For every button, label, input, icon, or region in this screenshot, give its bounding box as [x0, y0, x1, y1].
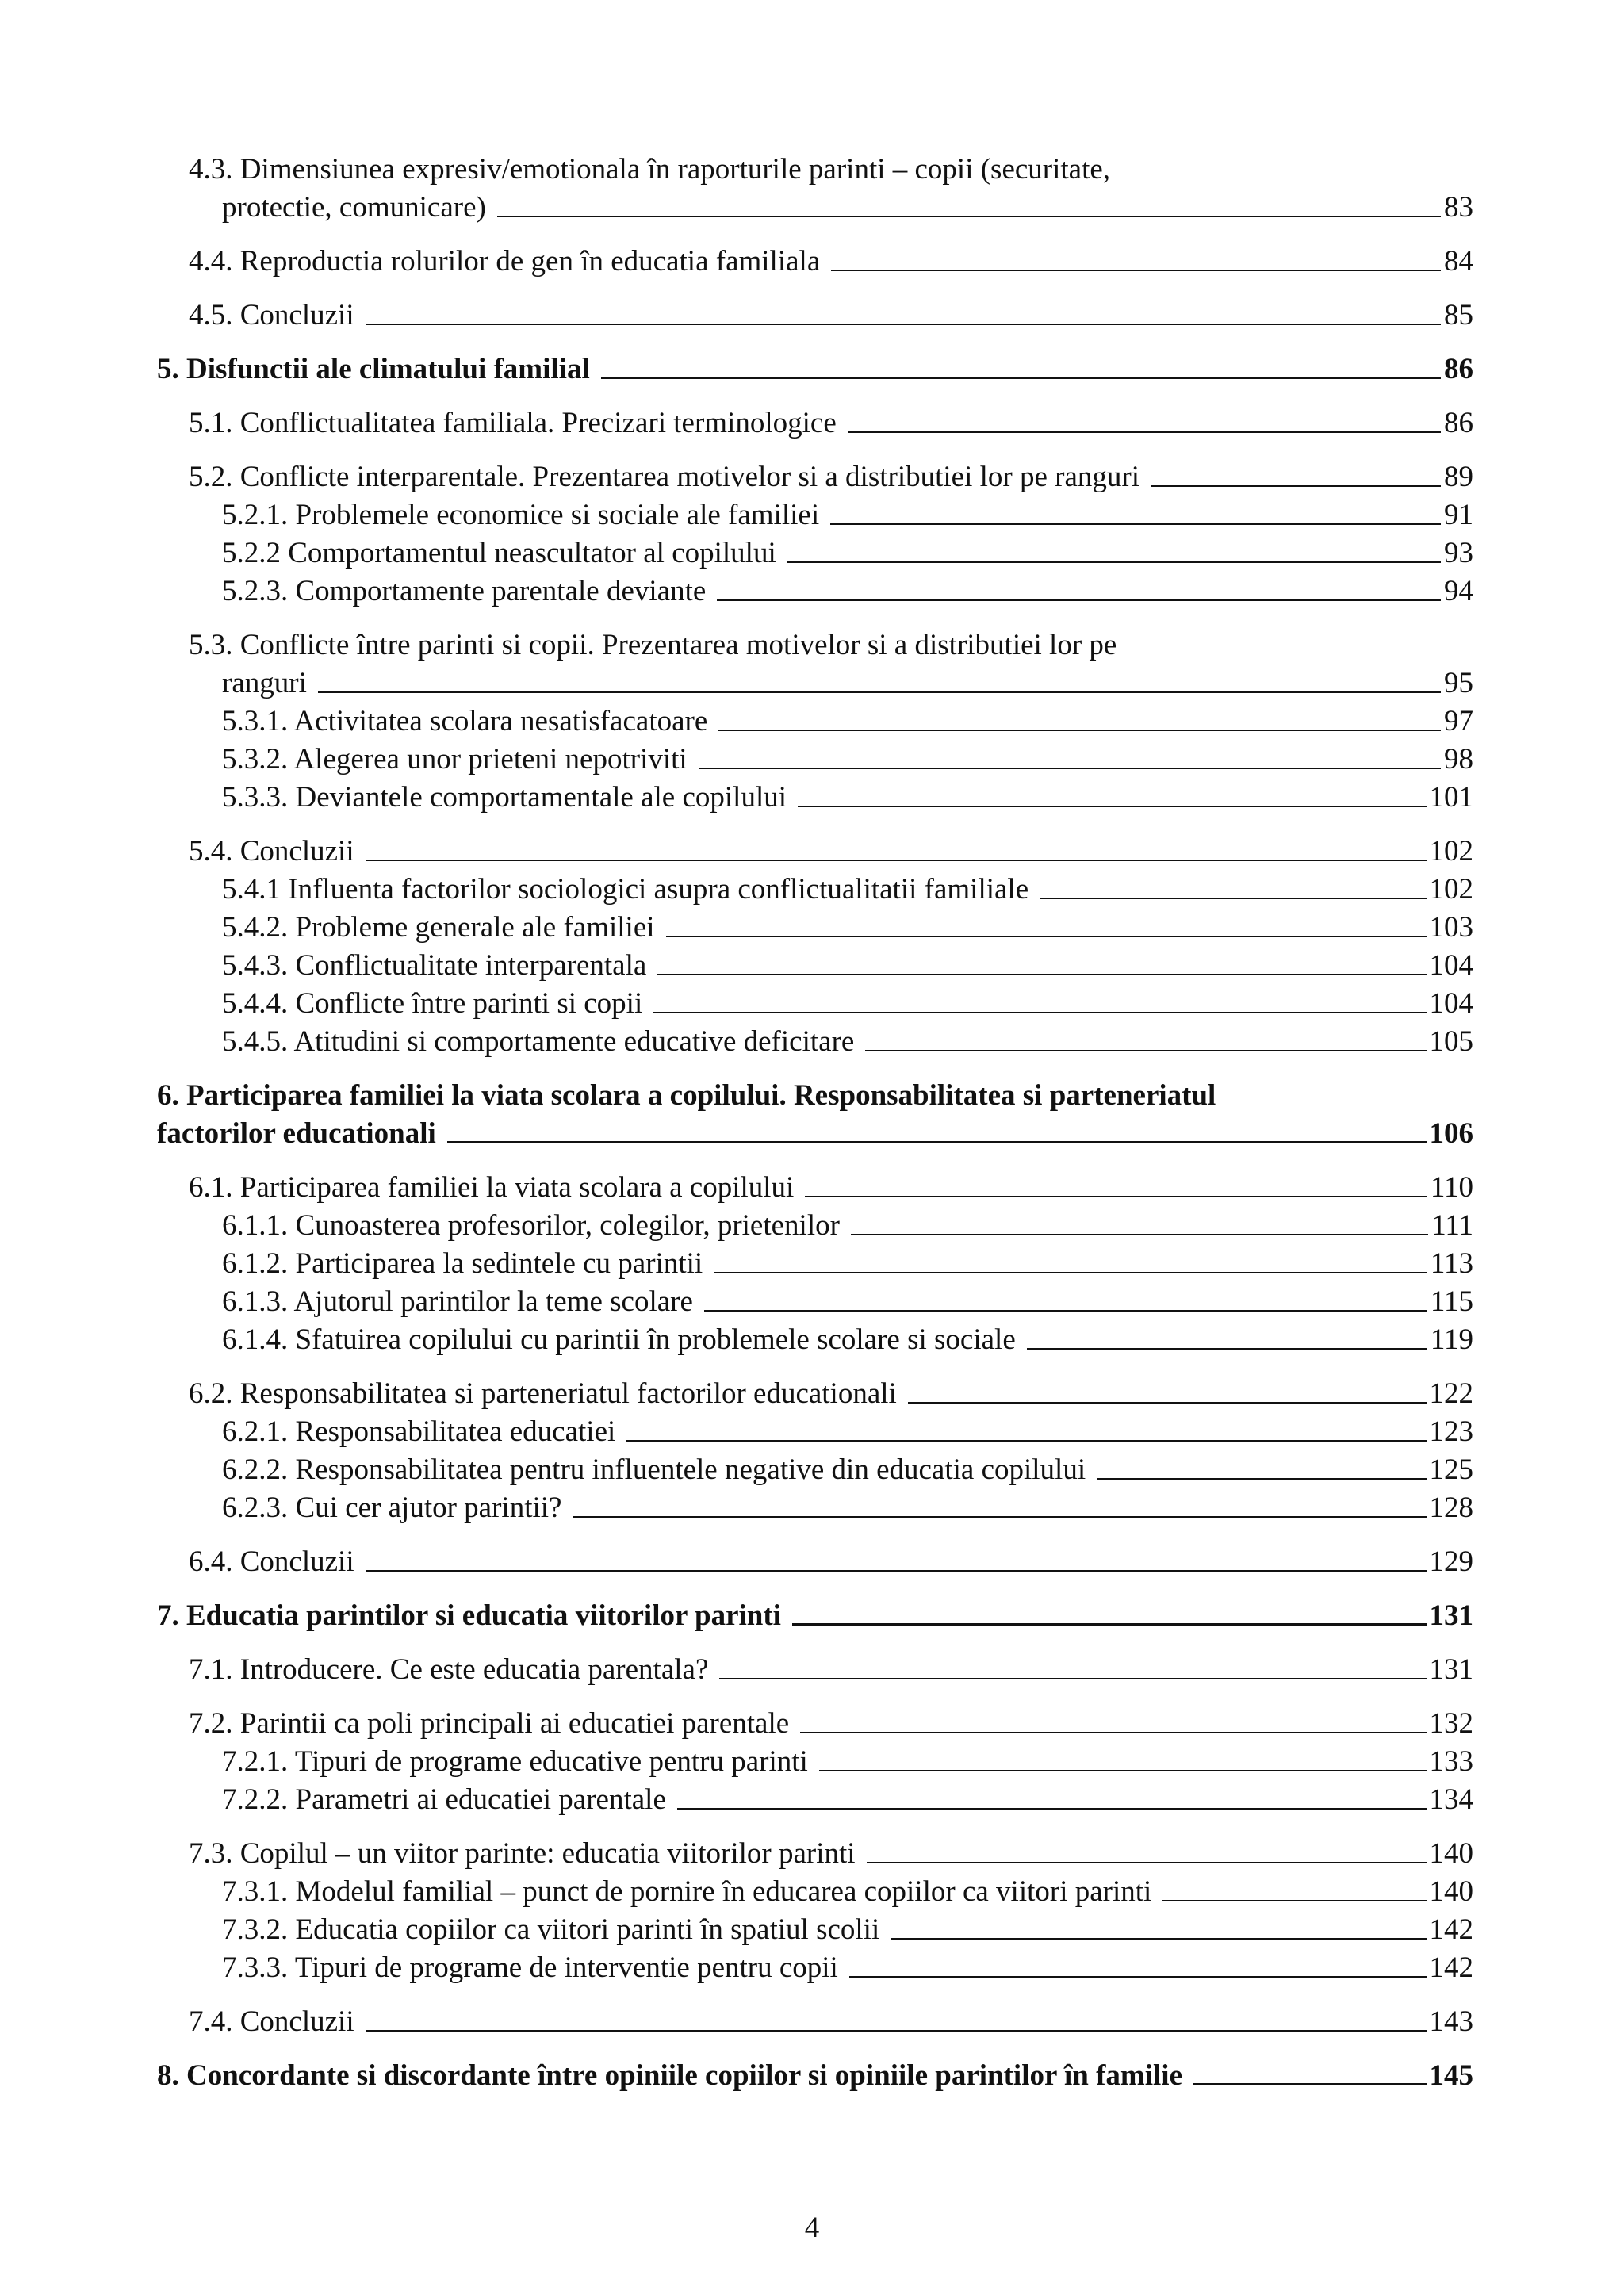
toc-entry[interactable]: [157, 1023, 1473, 1061]
toc-entry[interactable]: [157, 297, 1473, 335]
toc-leader-line: [848, 431, 1441, 433]
toc-leader-line: [447, 1141, 1427, 1143]
toc-page-number: 95: [1444, 667, 1473, 699]
toc-leader-line: [851, 1234, 1428, 1235]
toc-entry[interactable]: [157, 1705, 1473, 1743]
toc-entry[interactable]: [157, 1911, 1473, 1949]
toc-entry-title: 5.4.4. Conflicte între parinti si copii: [222, 987, 643, 1020]
toc-entry[interactable]: [157, 243, 1473, 281]
toc-entry[interactable]: [157, 1283, 1473, 1321]
toc-entry-title: 7.3.1. Modelul familial – punct de pornire în educarea copiilor ca viitori parinti: [222, 1875, 1152, 1908]
toc-leader-line: [717, 599, 1441, 601]
toc-leader-line: [908, 1402, 1427, 1404]
toc-leader-line: [1193, 2083, 1427, 2085]
toc-leader-line: [699, 768, 1441, 769]
toc-entry-title: 7.1. Introducere. Ce este educatia parentala?: [189, 1653, 709, 1686]
toc-page-number: 143: [1429, 2005, 1473, 2038]
toc-entry-title-line: 5.3. Conflicte între parinti si copii. Prezentarea motivelor si a distributiei lor pe: [189, 629, 1117, 661]
toc-page-number: 85: [1444, 299, 1473, 331]
toc-entry-title: 5.4.5. Atitudini si comportamente educative deficitare: [222, 1025, 855, 1058]
toc-leader-line: [792, 1623, 1427, 1626]
toc-entry[interactable]: [157, 1375, 1473, 1413]
toc-entry[interactable]: [157, 1651, 1473, 1689]
toc-entry-title: 6.1.2. Participarea la sedintele cu parintii: [222, 1247, 703, 1280]
toc-page-number: 128: [1429, 1492, 1473, 1524]
toc-page-number: 86: [1444, 407, 1473, 439]
toc-entry-title: ranguri: [222, 667, 307, 699]
toc-entry-title: 7.2. Parintii ca poli principali ai educatiei parentale: [189, 1707, 790, 1740]
toc-leader-line: [1151, 485, 1441, 487]
toc-leader-line: [787, 561, 1441, 563]
toc-leader-line: [704, 1310, 1427, 1312]
toc-leader-line: [798, 806, 1427, 807]
toc-page-number: 98: [1444, 743, 1473, 776]
toc-entry-title: 5.2. Conflicte interparentale. Prezentarea motivelor si a distributiei lor pe ranguri: [189, 461, 1139, 493]
toc-leader-line: [1162, 1900, 1426, 1901]
toc-page-number: 125: [1429, 1453, 1473, 1486]
toc-leader-line: [830, 523, 1441, 525]
toc-entry-title: 6.1.4. Sfatuirea copilului cu parintii în problemele scolare si sociale: [222, 1323, 1016, 1356]
toc-entry[interactable]: [157, 947, 1473, 985]
toc-entry-title: 5.2.1. Problemele economice si sociale ale familiei: [222, 499, 820, 531]
toc-page-number: 93: [1444, 537, 1473, 569]
toc-page-number: 145: [1429, 2059, 1473, 2092]
toc-page-number: 129: [1429, 1545, 1473, 1578]
toc-page-number: 140: [1429, 1837, 1473, 1870]
toc-leader-line: [849, 1976, 1427, 1978]
toc-entry-title: 5.1. Conflictualitatea familiala. Precizari terminologice: [189, 407, 837, 439]
toc-entry[interactable]: [157, 1743, 1473, 1781]
toc-entry-title: factorilor educationali: [157, 1117, 436, 1150]
toc-leader-line: [1097, 1478, 1426, 1480]
toc-leader-line: [891, 1938, 1426, 1940]
toc-entry-title: 7.3.3. Tipuri de programe de interventie pentru copii: [222, 1951, 838, 1984]
toc-entry[interactable]: [157, 1949, 1473, 1987]
toc-entry-title: 5.4. Concluzii: [189, 835, 354, 867]
toc-page-number: 91: [1444, 499, 1473, 531]
toc-entry-title: 5.4.2. Probleme generale ale familiei: [222, 911, 655, 944]
toc-entry-title: 4.5. Concluzii: [189, 299, 354, 331]
toc-entry[interactable]: [157, 626, 1473, 703]
toc-page-number: 83: [1444, 191, 1473, 224]
toc-page-number: 104: [1429, 987, 1473, 1020]
toc-page-number: 140: [1429, 1875, 1473, 1908]
toc-chapter-entry[interactable]: [157, 350, 1473, 389]
toc-leader-line: [366, 2030, 1427, 2032]
toc-leader-line: [366, 860, 1427, 861]
toc-page-number: 134: [1429, 1783, 1473, 1816]
toc-entry[interactable]: [157, 1835, 1473, 1873]
toc-leader-line: [318, 691, 1441, 693]
toc-entry-title: 6.1.1. Cunoasterea profesorilor, colegilor, prietenilor: [222, 1209, 840, 1242]
toc-page-number: 97: [1444, 705, 1473, 737]
toc-entry-title: 6.1. Participarea familiei la viata scolara a copilului: [189, 1171, 795, 1204]
toc-chapter-entry[interactable]: [157, 2057, 1473, 2095]
toc-entry[interactable]: [157, 496, 1473, 534]
toc-entry-title: 5. Disfunctii ale climatului familial: [157, 353, 590, 385]
toc-leader-line: [601, 377, 1441, 379]
toc-entry-title: 8. Concordante si discordante între opiniile copiilor si opiniile parintilor în familie: [157, 2059, 1182, 2092]
toc-leader-line: [819, 1770, 1427, 1771]
toc-page-number: 101: [1429, 781, 1473, 814]
toc-leader-line: [1027, 1348, 1427, 1350]
toc-leader-line: [1040, 898, 1426, 899]
toc-page-number: 111: [1431, 1209, 1473, 1242]
toc-page-number: 105: [1429, 1025, 1473, 1058]
toc-entry[interactable]: [157, 871, 1473, 909]
toc-page-number: 132: [1429, 1707, 1473, 1740]
toc-entry-title: 7.2.1. Tipuri de programe educative pentru parinti: [222, 1745, 808, 1778]
toc-page-number: 94: [1444, 575, 1473, 607]
toc-entry[interactable]: [157, 1245, 1473, 1283]
toc-leader-line: [805, 1196, 1427, 1197]
toc-entry-title: 5.2.2 Comportamentul neascultator al copilului: [222, 537, 776, 569]
toc-entry-title: 5.3.2. Alegerea unor prieteni nepotriviti: [222, 743, 688, 776]
toc-entry-title: 6.2.2. Responsabilitatea pentru influentele negative din educatia copilului: [222, 1453, 1086, 1486]
toc-page-number: 131: [1429, 1599, 1473, 1632]
toc-leader-line: [831, 270, 1441, 271]
toc-entry-title: 7.4. Concluzii: [189, 2005, 354, 2038]
toc-leader-line: [626, 1440, 1426, 1442]
toc-leader-line: [714, 1272, 1427, 1273]
toc-page-number: 113: [1430, 1247, 1473, 1280]
toc-entry[interactable]: [157, 985, 1473, 1023]
toc-entry[interactable]: [157, 1169, 1473, 1207]
toc-entry-title: 7. Educatia parintilor si educatia viitorilor parinti: [157, 1599, 781, 1632]
toc-page-number: 86: [1444, 353, 1473, 385]
toc-entry[interactable]: [157, 151, 1473, 227]
toc-page-number: 106: [1429, 1117, 1473, 1150]
toc-entry[interactable]: [157, 1543, 1473, 1581]
toc-page-number: 122: [1429, 1377, 1473, 1410]
toc-leader-line: [653, 1012, 1426, 1013]
toc-entry-title: 7.2.2. Parametri ai educatiei parentale: [222, 1783, 666, 1816]
toc-leader-line: [366, 324, 1441, 325]
toc-page-number: 119: [1430, 1323, 1473, 1356]
toc-entry[interactable]: [157, 1489, 1473, 1527]
toc-page-number: 115: [1430, 1285, 1473, 1318]
toc-entry[interactable]: [157, 741, 1473, 779]
toc-entry-title-line: 4.3. Dimensiunea expresiv/emotionala în raporturile parinti – copii (securitate,: [189, 153, 1111, 186]
toc-entry-title: 6.1.3. Ajutorul parintilor la teme scolare: [222, 1285, 693, 1318]
toc-entry[interactable]: [157, 1451, 1473, 1489]
toc-leader-line: [573, 1516, 1426, 1518]
toc-leader-line: [677, 1808, 1427, 1810]
toc-page-number: 84: [1444, 245, 1473, 278]
toc-entry[interactable]: [157, 703, 1473, 741]
toc-entry-title: 6.2. Responsabilitatea si parteneriatul factorilor educationali: [189, 1377, 897, 1410]
toc-page-number: 102: [1429, 835, 1473, 867]
toc-entry[interactable]: [157, 1413, 1473, 1451]
toc-page-number: 89: [1444, 461, 1473, 493]
toc-page-number: 103: [1429, 911, 1473, 944]
page-number: 4: [804, 2212, 820, 2244]
toc-entry-title: 5.2.3. Comportamente parentale deviante: [222, 575, 707, 607]
toc-entry-title-line: 6. Participarea familiei la viata scolara a copilului. Responsabilitatea si parteneriatul: [157, 1079, 1216, 1112]
toc-chapter-entry[interactable]: [157, 1597, 1473, 1635]
toc-page-number: 110: [1430, 1171, 1473, 1204]
toc-leader-line: [865, 1050, 1426, 1051]
toc-page-number: 142: [1429, 1951, 1473, 1984]
toc-entry-title: 5.3.1. Activitatea scolara nesatisfacatoare: [222, 705, 708, 737]
toc-entry[interactable]: [157, 833, 1473, 871]
toc-entry-title: 4.4. Reproductia rolurilor de gen în educatia familiala: [189, 245, 821, 278]
toc-leader-line: [666, 936, 1427, 937]
toc-entry[interactable]: [157, 573, 1473, 611]
toc-entry-title: protectie, comunicare): [222, 191, 486, 224]
toc-entry[interactable]: [157, 1321, 1473, 1359]
toc-entry-title: 5.4.1 Influenta factorilor sociologici asupra conflictualitatii familiale: [222, 873, 1029, 906]
toc-leader-line: [867, 1862, 1427, 1863]
toc-entry[interactable]: [157, 458, 1473, 496]
toc-page-number: 142: [1429, 1913, 1473, 1946]
toc-chapter-entry[interactable]: [157, 1077, 1473, 1153]
toc-entry[interactable]: [157, 2003, 1473, 2041]
toc-page-number: 133: [1429, 1745, 1473, 1778]
toc-leader-line: [800, 1732, 1426, 1733]
toc-leader-line: [657, 974, 1426, 975]
toc-entry[interactable]: [157, 1207, 1473, 1245]
toc-entry[interactable]: [157, 779, 1473, 817]
toc-entry-title: 6.2.1. Responsabilitatea educatiei: [222, 1415, 616, 1448]
toc-entry-title: 5.3.3. Deviantele comportamentale ale copilului: [222, 781, 787, 814]
toc-entry-title: 5.4.3. Conflictualitate interparentala: [222, 949, 647, 982]
table-of-contents: [157, 151, 1473, 2095]
toc-entry-title: 6.2.3. Cui cer ajutor parintii?: [222, 1492, 562, 1524]
toc-entry-title: 6.4. Concluzii: [189, 1545, 354, 1578]
toc-leader-line: [366, 1570, 1427, 1572]
toc-entry[interactable]: [157, 1873, 1473, 1911]
toc-leader-line: [719, 1678, 1426, 1679]
toc-page-number: 123: [1429, 1415, 1473, 1448]
toc-leader-line: [497, 216, 1441, 217]
toc-entry[interactable]: [157, 404, 1473, 442]
toc-page-number: 131: [1429, 1653, 1473, 1686]
toc-entry[interactable]: [157, 909, 1473, 947]
toc-entry-title: 7.3. Copilul – un viitor parinte: educatia viitorilor parinti: [189, 1837, 856, 1870]
toc-entry[interactable]: [157, 1781, 1473, 1819]
toc-entry[interactable]: [157, 534, 1473, 573]
toc-leader-line: [718, 730, 1441, 731]
toc-page-number: 102: [1429, 873, 1473, 906]
toc-page-number: 104: [1429, 949, 1473, 982]
toc-entry-title: 7.3.2. Educatia copiilor ca viitori parinti în spatiul scolii: [222, 1913, 880, 1946]
